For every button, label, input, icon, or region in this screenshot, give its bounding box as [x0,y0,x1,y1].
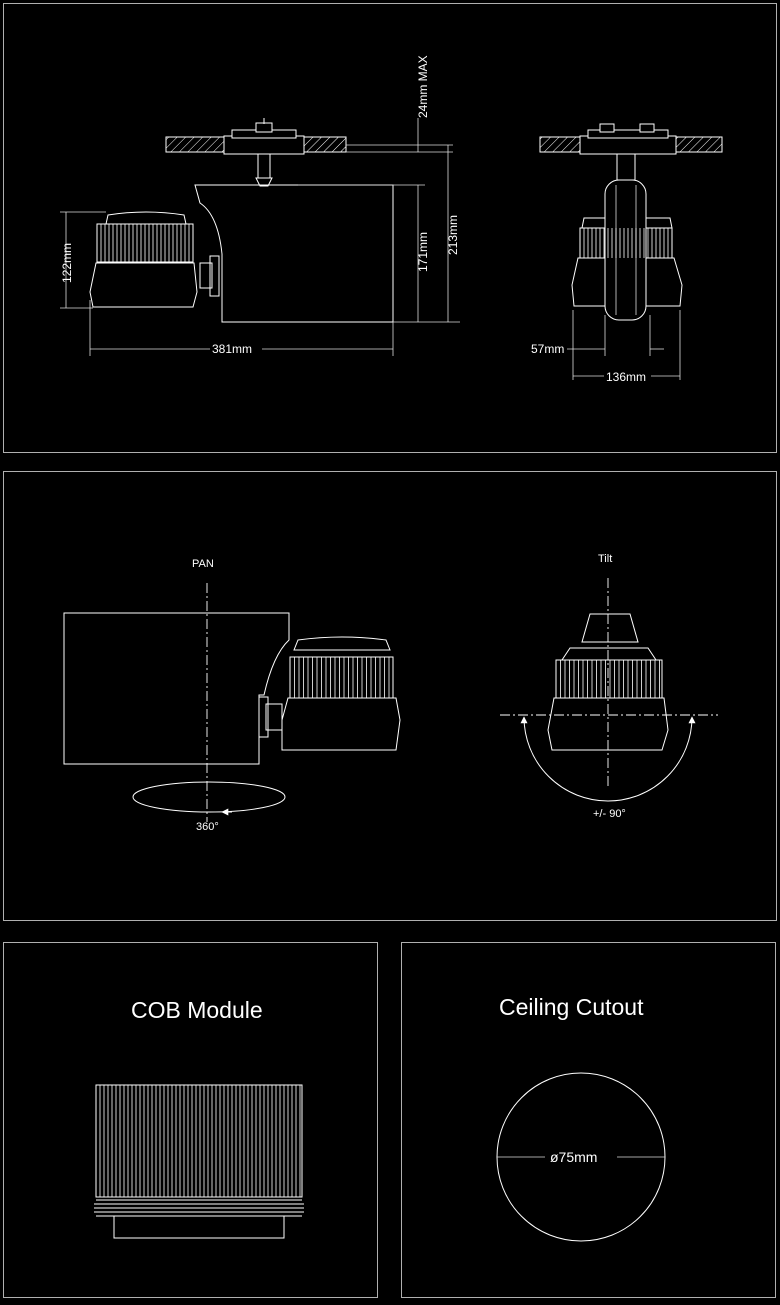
dim-body-height: 171mm [416,231,430,272]
ceiling-section-front [540,124,722,180]
dim-head-height: 122mm [60,242,74,283]
dim-overall-height: 213mm [446,214,460,255]
dim-side-offset: 57mm [531,342,565,356]
motion-panel [4,472,777,921]
luminaire-side-view [90,185,393,322]
cob-module-drawing [94,1085,304,1238]
cob-module-panel [4,943,378,1298]
tilt-angle: +/- 90° [593,808,626,820]
pan-view [64,583,400,822]
ceiling-section-side [166,118,346,186]
pan-angle: 360° [196,821,219,833]
dim-length: 381mm [212,342,253,356]
pan-label: PAN [192,558,214,570]
dimension-panel [4,4,777,453]
ceiling-cutout-title: Ceiling Cutout [499,994,644,1020]
dim-max-depth: 24mm MAX [416,55,430,118]
cutout-diameter: ø75mm [550,1149,598,1165]
ceiling-cutout-panel [402,943,776,1298]
tilt-view [500,578,718,801]
luminaire-front-view [572,180,682,320]
tilt-label: Tilt [598,553,613,565]
dim-width: 136mm [606,370,647,384]
cob-module-title: COB Module [131,997,263,1023]
